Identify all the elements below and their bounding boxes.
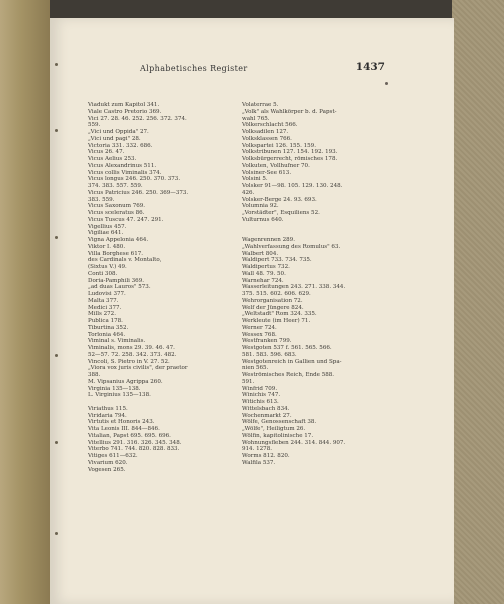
- index-entry: Villa Borghese 617.: [88, 250, 144, 257]
- index-entry: Warnehar 724.: [242, 277, 284, 284]
- index-entry: Vicus collis Viminalis 374.: [88, 169, 162, 176]
- index-spacer: [242, 224, 372, 231]
- index-entry: Werkleute (im Heer) 71.: [242, 318, 311, 324]
- index-entry: Viriathus 115.: [88, 405, 128, 412]
- index-entry: Wölfe, Genossenschaft 38.: [242, 419, 317, 426]
- index-entry: des Cardinals v. Montalto,: [88, 257, 162, 264]
- index-entry: Vicus sceleratus 86.: [88, 210, 145, 216]
- index-entry: Welf der Jüngere 824.: [242, 304, 304, 311]
- index-entry: Wehrorganisation 72.: [242, 297, 303, 304]
- index-entry: Walbert 804.: [242, 250, 279, 257]
- index-entry: „ad duas Lauros" 573.: [88, 284, 151, 291]
- index-entry: Vicus Saxonum 769.: [88, 203, 146, 210]
- index-entry: Volsini 5.: [242, 176, 268, 183]
- index-entry: wahl 765.: [242, 115, 270, 122]
- index-entry: Wasserleitungen 243. 271. 338. 344.: [242, 284, 346, 291]
- index-entry: L. Virginius 135—138.: [88, 392, 151, 399]
- index-entry: Volkspartei 126. 155. 159.: [242, 142, 316, 149]
- index-entry: Viminal s. Viminalis.: [88, 338, 146, 345]
- index-entry: Vigna Appelonia 464.: [88, 237, 149, 243]
- index-entry: 581. 583. 596. 683.: [242, 351, 297, 358]
- index-entry: Witichis 613.: [242, 399, 279, 405]
- index-entry: Volkuten, Vollhufner 70.: [242, 162, 310, 169]
- index-entry: Virtutis et Honoris 243.: [88, 419, 155, 426]
- index-entry: Wochenmarkt 27.: [242, 412, 292, 419]
- index-entry: Torlonia 464.: [88, 331, 126, 338]
- index-entry: 591.: [242, 378, 255, 385]
- index-entry: „Weltstadt" Rom 324. 335.: [242, 311, 317, 318]
- index-entry: 374. 383. 557. 559.: [88, 183, 143, 189]
- index-entry: Vicus Alexandrinus 511.: [88, 162, 157, 169]
- index-entry: „Volk" als Wahlkörper b. d. Papst-: [242, 108, 337, 115]
- index-entry: Walfila 537.: [242, 459, 276, 466]
- index-entry: Vitiges 611—632.: [88, 453, 138, 459]
- index-entry: Vici 27. 28. 46. 252. 256. 372. 374.: [88, 115, 187, 122]
- binding-hole-mark: [55, 354, 58, 357]
- index-entry: Vicus Patricius 246. 250. 369—373.: [88, 189, 189, 196]
- index-entry: Winfrid 709.: [242, 385, 278, 392]
- index-entry: Westgoten 537 f. 561. 565. 566.: [242, 345, 332, 351]
- index-entry: Vicus longus 246. 250. 370. 373.: [88, 176, 181, 183]
- index-entry: Volsker-Berge 24. 93. 693.: [242, 196, 317, 203]
- index-entry: Vigiliae 641.: [88, 230, 124, 237]
- index-entry: Vitalian, Papst 695. 695. 696.: [88, 432, 171, 439]
- index-entry: Vogesen 265.: [88, 466, 126, 473]
- index-entry: 426.: [242, 189, 255, 196]
- page-number: 1437: [355, 61, 385, 73]
- index-entry: Viminalis, mons 29. 39. 46. 47.: [88, 345, 175, 351]
- index-entry: Westfranken 799.: [242, 338, 292, 345]
- binding-hole-mark: [55, 532, 58, 535]
- binding-hole-mark: [55, 63, 58, 66]
- running-header: [140, 61, 385, 78]
- index-entry: Publica 178.: [88, 318, 123, 324]
- index-entry: Malta 377.: [88, 297, 119, 304]
- index-entry: Viale Castro Pretorio 369.: [88, 108, 162, 115]
- index-entry: Viktor I. 480.: [88, 243, 126, 250]
- binding-hole-mark: [55, 441, 58, 444]
- index-column-left: [88, 102, 218, 473]
- index-entry: 383. 559.: [88, 196, 115, 203]
- index-entry: Vulturnus 640.: [242, 216, 284, 223]
- index-entry: Volksadilen 127.: [242, 129, 289, 135]
- index-entry: „Wahlverfassung des Romulus" 63.: [242, 243, 341, 250]
- index-entry: Viadukt zum Kapitol 341.: [88, 102, 160, 108]
- index-entry: Viterbo 741. 744. 820. 828. 833.: [88, 446, 180, 453]
- index-entry: Volsker 91—98. 105. 129. 130. 248.: [242, 183, 343, 189]
- index-entry: 52—57. 72. 258. 342. 373. 482.: [88, 351, 177, 358]
- header-title: Alphabetisches Register: [140, 64, 248, 73]
- index-entry: Ludovisi 377.: [88, 291, 126, 297]
- index-entry: Werner 724.: [242, 324, 277, 331]
- index-entry: Volumnia 92.: [242, 203, 279, 210]
- index-entry: Vitellius 291. 316. 326. 345. 348.: [88, 439, 182, 446]
- index-entry: Wittelsbach 834.: [242, 405, 290, 412]
- index-entry: „Viora vox juris civilis", der praetor: [88, 365, 188, 372]
- index-entry: Volaterrae 5.: [242, 102, 279, 108]
- index-entry: Vicus 26. 47.: [88, 149, 125, 156]
- index-spacer: [242, 230, 372, 237]
- index-entry: Volsiner-See 613.: [242, 169, 292, 176]
- index-entry: Winichis 747.: [242, 392, 281, 399]
- index-entry: Volksbürgerrecht, römisches 178.: [242, 156, 338, 162]
- index-entry: Worms 812. 820.: [242, 453, 290, 459]
- index-entry: Vicus Aelius 253.: [88, 156, 137, 162]
- index-entry: 914. 1278.: [242, 446, 272, 453]
- index-entry: Wölfin, kapitolinische 17.: [242, 432, 314, 439]
- index-entry: Waldipertus 732.: [242, 264, 290, 270]
- index-entry: Vicus Tuscus 47. 247. 291.: [88, 216, 164, 223]
- index-entry: Victoria 331. 332. 686.: [88, 142, 153, 149]
- index-entry: Wall 48. 79. 50.: [242, 270, 286, 277]
- index-entry: Vigellius 457.: [88, 223, 127, 230]
- index-entry: Westgotenreich in Gallien und Spa-: [242, 358, 342, 365]
- binding-hole-mark: [55, 236, 58, 239]
- index-entry: Wohnungsfleben 244. 314. 844. 907.: [242, 439, 346, 446]
- index-entry: „Wölfe", Heiligtum 26.: [242, 426, 306, 432]
- index-entry: Viridaria 794.: [88, 412, 127, 419]
- index-entry: Vivarium 620.: [88, 459, 128, 466]
- index-entry: Wessex 768.: [242, 331, 277, 338]
- index-entry: 388.: [88, 372, 101, 378]
- index-entry: Vita Leonis III. 844—846.: [88, 426, 160, 432]
- index-entry: M. Vipsanius Agrippa 260.: [88, 378, 163, 385]
- index-entry: „Vici und pagi" 28.: [88, 135, 141, 142]
- index-entry: nien 565.: [242, 365, 269, 372]
- index-entry: Volksklassen 766.: [242, 135, 292, 142]
- binding-hole-mark: [55, 129, 58, 132]
- book-spine-edge: [0, 0, 50, 604]
- index-entry: Virginia 135—138.: [88, 385, 141, 392]
- index-entry: Conti 308.: [88, 270, 118, 277]
- index-entry: Medici 377.: [88, 304, 122, 311]
- index-entry: „Vici und Oppida" 27.: [88, 129, 149, 135]
- index-entry: „Vorstädter", Esquiliens 52.: [242, 210, 320, 216]
- index-entry: Wagenrennen 289.: [242, 237, 295, 243]
- index-spacer: [88, 399, 218, 406]
- index-entry: Vincoli, S. Pietro in V. 27. 52.: [88, 358, 170, 365]
- index-column-right: [242, 102, 372, 467]
- index-entry: 559.: [88, 122, 101, 129]
- index-entry: Volkstribunen 127. 154. 192. 193.: [242, 149, 338, 156]
- ink-dot: [385, 82, 388, 85]
- book-cover-cloth: [452, 0, 504, 604]
- index-entry: Doria-Pamphili 369.: [88, 277, 145, 284]
- index-entry: Mills 272.: [88, 311, 116, 318]
- index-entry: Völkerschlacht 566.: [242, 122, 298, 129]
- index-entry: (Sixtus V.) 49.: [88, 264, 127, 270]
- index-entry: Weströmisches Reich, Ende 588.: [242, 372, 335, 378]
- index-entry: Tiburtina 352.: [88, 324, 129, 331]
- index-entry: Waldipert 733. 734. 735.: [242, 257, 312, 264]
- index-entry: 375. 515. 602. 606. 629.: [242, 291, 311, 297]
